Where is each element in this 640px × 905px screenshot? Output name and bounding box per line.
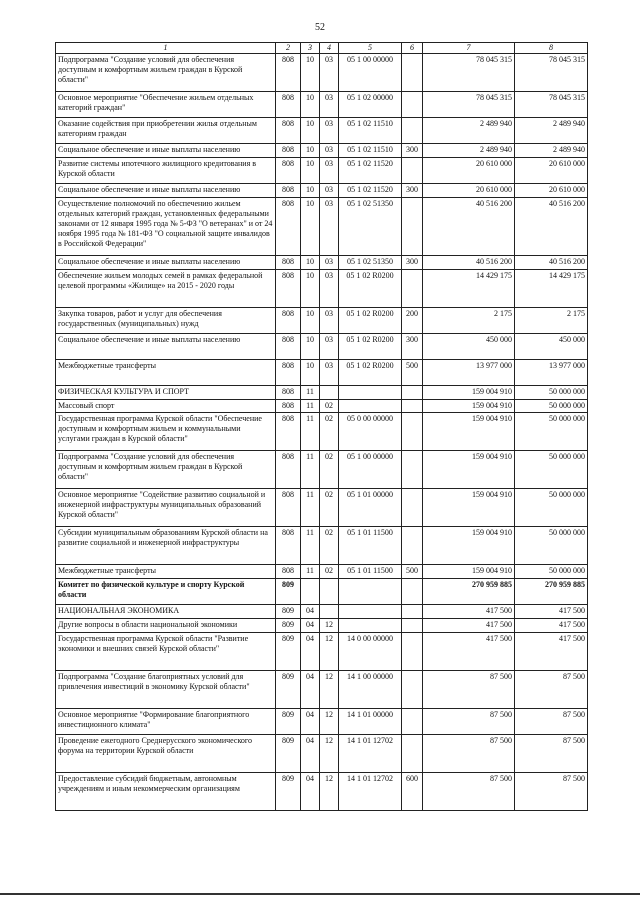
cell-subsection: 03	[320, 118, 339, 144]
header-cell: 6	[402, 43, 423, 54]
table-row	[56, 605, 588, 619]
table-row	[56, 671, 588, 709]
header-cell: 2	[276, 43, 301, 54]
cell-subsection: 03	[320, 184, 339, 198]
cell-section: 10	[301, 198, 320, 256]
table-row	[56, 54, 588, 92]
cell-subsection: 02	[320, 400, 339, 413]
header-cell: 8	[515, 43, 588, 54]
cell-amount-year2: 87 500	[515, 709, 588, 735]
cell-expense-type	[402, 92, 423, 118]
cell-amount-year2: 20 610 000	[515, 158, 588, 184]
cell-ministry-code: 809	[276, 671, 301, 709]
cell-amount-year2: 417 500	[515, 633, 588, 671]
cell-ministry-code: 808	[276, 565, 301, 579]
cell-amount-year1: 417 500	[423, 605, 515, 619]
cell-ministry-code: 808	[276, 386, 301, 400]
table-row	[56, 400, 588, 413]
cell-amount-year2: 87 500	[515, 773, 588, 811]
cell-subsection: 02	[320, 565, 339, 579]
header-cell: 1	[56, 43, 276, 54]
cell-amount-year1: 159 004 910	[423, 386, 515, 400]
cell-section: 04	[301, 633, 320, 671]
cell-amount-year2: 78 045 315	[515, 54, 588, 92]
cell-name: Осуществление полномочий по обеспечению жильем отдельных категорий граждан, установленных федеральными законами от 12 января 1995 года № 5-ФЗ "О ветеранах" и от 24 ноября 1995 года № 181-ФЗ "О социальной защите инвалидов в Российской Федерации"	[56, 198, 276, 256]
cell-target-article: 05 1 02 11520	[339, 184, 402, 198]
table-row	[56, 735, 588, 773]
cell-section: 10	[301, 334, 320, 360]
cell-name: Закупка товаров, работ и услуг для обеспечения государственных (муниципальных) нужд	[56, 308, 276, 334]
cell-subsection: 12	[320, 633, 339, 671]
cell-target-article: 05 1 02 R0200	[339, 334, 402, 360]
cell-amount-year1: 2 489 940	[423, 144, 515, 158]
cell-target-article: 05 1 02 51350	[339, 198, 402, 256]
cell-target-article: 05 1 02 00000	[339, 92, 402, 118]
cell-amount-year2: 87 500	[515, 735, 588, 773]
cell-target-article	[339, 386, 402, 400]
cell-ministry-code: 809	[276, 605, 301, 619]
header-cell: 7	[423, 43, 515, 54]
cell-amount-year1: 87 500	[423, 735, 515, 773]
cell-ministry-code: 808	[276, 527, 301, 565]
cell-name: Проведение ежегодного Среднерусского экономического форума на территории Курской области	[56, 735, 276, 773]
cell-section: 10	[301, 144, 320, 158]
cell-expense-type: 300	[402, 144, 423, 158]
cell-amount-year1: 87 500	[423, 671, 515, 709]
budget-table	[55, 42, 588, 811]
table-row	[56, 451, 588, 489]
cell-amount-year2: 2 175	[515, 308, 588, 334]
cell-target-article: 14 1 00 00000	[339, 671, 402, 709]
cell-amount-year2: 2 489 940	[515, 118, 588, 144]
cell-section: 11	[301, 386, 320, 400]
cell-name: Обеспечение жильем молодых семей в рамках федеральной целевой программы «Жилище» на 2015 - 2020 годы	[56, 270, 276, 308]
cell-subsection: 03	[320, 308, 339, 334]
cell-expense-type	[402, 158, 423, 184]
cell-target-article: 14 1 01 12702	[339, 773, 402, 811]
cell-expense-type	[402, 386, 423, 400]
cell-subsection: 03	[320, 198, 339, 256]
cell-target-article: 05 1 02 11520	[339, 158, 402, 184]
cell-subsection: 03	[320, 334, 339, 360]
cell-target-article: 05 1 00 00000	[339, 451, 402, 489]
cell-ministry-code: 808	[276, 489, 301, 527]
cell-amount-year2: 50 000 000	[515, 386, 588, 400]
cell-section: 11	[301, 413, 320, 451]
cell-amount-year1: 450 000	[423, 334, 515, 360]
cell-name: Оказание содействия при приобретении жилья отдельным категориям граждан	[56, 118, 276, 144]
cell-amount-year2: 50 000 000	[515, 400, 588, 413]
cell-expense-type	[402, 579, 423, 605]
table-row	[56, 270, 588, 308]
cell-section: 04	[301, 605, 320, 619]
cell-section: 10	[301, 118, 320, 144]
cell-section: 10	[301, 308, 320, 334]
cell-name: Основное мероприятие "Содействие развитию социальной и инженерной инфраструктуры муниципальных образований Курской области"	[56, 489, 276, 527]
cell-ministry-code: 808	[276, 334, 301, 360]
cell-expense-type	[402, 671, 423, 709]
cell-target-article: 05 1 01 00000	[339, 489, 402, 527]
table-row	[56, 489, 588, 527]
cell-name: Развитие системы ипотечного жилищного кредитования в Курской области	[56, 158, 276, 184]
cell-expense-type: 300	[402, 184, 423, 198]
cell-amount-year1: 40 516 200	[423, 198, 515, 256]
cell-amount-year2: 50 000 000	[515, 489, 588, 527]
cell-amount-year1: 2 489 940	[423, 118, 515, 144]
cell-expense-type	[402, 413, 423, 451]
cell-ministry-code: 808	[276, 92, 301, 118]
header-cell: 4	[320, 43, 339, 54]
cell-amount-year1: 87 500	[423, 773, 515, 811]
cell-section: 04	[301, 735, 320, 773]
cell-ministry-code: 809	[276, 735, 301, 773]
cell-subsection: 12	[320, 671, 339, 709]
cell-expense-type: 300	[402, 334, 423, 360]
cell-amount-year1: 20 610 000	[423, 184, 515, 198]
cell-expense-type	[402, 619, 423, 633]
table-row	[56, 118, 588, 144]
cell-target-article: 14 0 00 00000	[339, 633, 402, 671]
table-row	[56, 256, 588, 270]
table-row	[56, 158, 588, 184]
header-row	[56, 43, 588, 54]
cell-ministry-code: 808	[276, 256, 301, 270]
cell-subsection: 03	[320, 158, 339, 184]
cell-section: 04	[301, 709, 320, 735]
cell-subsection: 03	[320, 92, 339, 118]
cell-target-article	[339, 605, 402, 619]
cell-ministry-code: 809	[276, 619, 301, 633]
cell-amount-year1: 159 004 910	[423, 413, 515, 451]
cell-section: 10	[301, 158, 320, 184]
cell-expense-type	[402, 198, 423, 256]
cell-subsection: 03	[320, 360, 339, 386]
cell-ministry-code: 808	[276, 184, 301, 198]
cell-amount-year1: 40 516 200	[423, 256, 515, 270]
cell-name: Государственная программа Курской области "Развитие экономики и внешних связей Курской области"	[56, 633, 276, 671]
table-row	[56, 527, 588, 565]
cell-section: 11	[301, 527, 320, 565]
cell-name: ФИЗИЧЕСКАЯ КУЛЬТУРА И СПОРТ	[56, 386, 276, 400]
cell-target-article	[339, 619, 402, 633]
cell-subsection: 12	[320, 619, 339, 633]
table-row	[56, 198, 588, 256]
cell-amount-year1: 159 004 910	[423, 565, 515, 579]
cell-ministry-code: 808	[276, 308, 301, 334]
cell-amount-year2: 87 500	[515, 671, 588, 709]
cell-amount-year1: 78 045 315	[423, 92, 515, 118]
cell-ministry-code: 808	[276, 118, 301, 144]
cell-ministry-code: 808	[276, 413, 301, 451]
cell-amount-year1: 159 004 910	[423, 400, 515, 413]
cell-name: Комитет по физической культуре и спорту Курской области	[56, 579, 276, 605]
cell-expense-type	[402, 527, 423, 565]
cell-target-article: 05 1 02 R0200	[339, 270, 402, 308]
cell-section: 10	[301, 54, 320, 92]
cell-target-article: 05 1 01 11500	[339, 565, 402, 579]
cell-subsection: 03	[320, 144, 339, 158]
cell-section: 04	[301, 671, 320, 709]
cell-section: 10	[301, 256, 320, 270]
cell-section: 11	[301, 400, 320, 413]
cell-name: Социальное обеспечение и иные выплаты населению	[56, 144, 276, 158]
cell-ministry-code: 808	[276, 158, 301, 184]
cell-subsection: 12	[320, 735, 339, 773]
page-number: 52	[315, 22, 325, 33]
cell-expense-type	[402, 709, 423, 735]
cell-amount-year1: 78 045 315	[423, 54, 515, 92]
cell-section: 10	[301, 92, 320, 118]
cell-ministry-code: 808	[276, 198, 301, 256]
page-bottom-rule	[0, 893, 640, 895]
cell-ministry-code: 808	[276, 270, 301, 308]
cell-amount-year2: 40 516 200	[515, 198, 588, 256]
cell-amount-year2: 50 000 000	[515, 527, 588, 565]
cell-section: 10	[301, 360, 320, 386]
cell-amount-year1: 417 500	[423, 619, 515, 633]
cell-amount-year2: 14 429 175	[515, 270, 588, 308]
cell-amount-year2: 270 959 885	[515, 579, 588, 605]
cell-name: Основное мероприятие "Формирование благоприятного инвестиционного климата"	[56, 709, 276, 735]
cell-target-article: 05 1 02 51350	[339, 256, 402, 270]
cell-target-article: 14 1 01 12702	[339, 735, 402, 773]
cell-subsection: 12	[320, 773, 339, 811]
cell-subsection: 12	[320, 709, 339, 735]
cell-name: Другие вопросы в области национальной экономики	[56, 619, 276, 633]
cell-expense-type: 500	[402, 360, 423, 386]
cell-subsection: 03	[320, 256, 339, 270]
cell-section: 04	[301, 773, 320, 811]
cell-target-article: 05 1 01 11500	[339, 527, 402, 565]
table-row	[56, 565, 588, 579]
table-row	[56, 386, 588, 400]
table-row	[56, 579, 588, 605]
cell-ministry-code: 808	[276, 451, 301, 489]
cell-amount-year1: 270 959 885	[423, 579, 515, 605]
cell-name: Межбюджетные трансферты	[56, 565, 276, 579]
cell-name: Предоставление субсидий бюджетным, автономным учреждениям и иным некоммерческим организациям	[56, 773, 276, 811]
cell-name: Основное мероприятие "Обеспечение жильем отдельных категорий граждан"	[56, 92, 276, 118]
cell-amount-year2: 78 045 315	[515, 92, 588, 118]
cell-amount-year1: 159 004 910	[423, 527, 515, 565]
cell-ministry-code: 808	[276, 54, 301, 92]
cell-section: 11	[301, 565, 320, 579]
cell-target-article: 05 1 02 11510	[339, 144, 402, 158]
cell-target-article: 05 1 02 R0200	[339, 308, 402, 334]
cell-expense-type	[402, 633, 423, 671]
cell-amount-year1: 20 610 000	[423, 158, 515, 184]
cell-amount-year2: 417 500	[515, 619, 588, 633]
cell-amount-year2: 50 000 000	[515, 451, 588, 489]
cell-target-article: 05 1 02 11510	[339, 118, 402, 144]
cell-section: 10	[301, 184, 320, 198]
cell-expense-type: 200	[402, 308, 423, 334]
cell-amount-year2: 50 000 000	[515, 565, 588, 579]
cell-subsection	[320, 579, 339, 605]
table-row	[56, 709, 588, 735]
cell-expense-type	[402, 735, 423, 773]
cell-expense-type	[402, 400, 423, 413]
cell-name: Социальное обеспечение и иные выплаты населению	[56, 184, 276, 198]
cell-ministry-code: 809	[276, 633, 301, 671]
header-cell: 3	[301, 43, 320, 54]
cell-subsection: 02	[320, 527, 339, 565]
cell-section: 11	[301, 489, 320, 527]
table-row	[56, 184, 588, 198]
cell-expense-type: 600	[402, 773, 423, 811]
cell-target-article: 14 1 01 00000	[339, 709, 402, 735]
table-row	[56, 308, 588, 334]
cell-amount-year1: 87 500	[423, 709, 515, 735]
cell-expense-type	[402, 605, 423, 619]
cell-amount-year1: 13 977 000	[423, 360, 515, 386]
cell-amount-year2: 40 516 200	[515, 256, 588, 270]
cell-subsection: 03	[320, 270, 339, 308]
cell-subsection	[320, 605, 339, 619]
cell-amount-year1: 2 175	[423, 308, 515, 334]
table-row	[56, 334, 588, 360]
cell-target-article: 05 0 00 00000	[339, 413, 402, 451]
cell-section: 10	[301, 270, 320, 308]
cell-target-article: 05 1 02 R0200	[339, 360, 402, 386]
cell-ministry-code: 809	[276, 579, 301, 605]
cell-expense-type	[402, 451, 423, 489]
cell-ministry-code: 808	[276, 400, 301, 413]
cell-name: Субсидии муниципальным образованиям Курской области на развитие социальной и инженерной инфраструктуры	[56, 527, 276, 565]
header-cell: 5	[339, 43, 402, 54]
cell-expense-type: 500	[402, 565, 423, 579]
cell-expense-type	[402, 118, 423, 144]
table-row	[56, 619, 588, 633]
cell-section: 11	[301, 451, 320, 489]
cell-subsection: 02	[320, 489, 339, 527]
cell-section	[301, 579, 320, 605]
cell-name: Межбюджетные трансферты	[56, 360, 276, 386]
cell-name: Социальное обеспечение и иные выплаты населению	[56, 334, 276, 360]
cell-subsection: 02	[320, 413, 339, 451]
table-row	[56, 633, 588, 671]
cell-amount-year2: 13 977 000	[515, 360, 588, 386]
cell-expense-type	[402, 54, 423, 92]
cell-name: Подпрограмма "Создание условий для обеспечения доступным и комфортным жильем граждан в Курской области"	[56, 451, 276, 489]
cell-expense-type	[402, 270, 423, 308]
cell-ministry-code: 809	[276, 773, 301, 811]
cell-amount-year2: 20 610 000	[515, 184, 588, 198]
table-row	[56, 773, 588, 811]
table-row	[56, 413, 588, 451]
cell-target-article	[339, 579, 402, 605]
cell-amount-year2: 450 000	[515, 334, 588, 360]
cell-name: НАЦИОНАЛЬНАЯ ЭКОНОМИКА	[56, 605, 276, 619]
cell-ministry-code: 808	[276, 360, 301, 386]
cell-target-article: 05 1 00 00000	[339, 54, 402, 92]
cell-amount-year1: 14 429 175	[423, 270, 515, 308]
table-row	[56, 92, 588, 118]
cell-section: 04	[301, 619, 320, 633]
table-row	[56, 360, 588, 386]
cell-name: Социальное обеспечение и иные выплаты населению	[56, 256, 276, 270]
cell-amount-year2: 2 489 940	[515, 144, 588, 158]
cell-ministry-code: 808	[276, 144, 301, 158]
cell-amount-year1: 159 004 910	[423, 489, 515, 527]
cell-name: Подпрограмма "Создание благоприятных условий для привлечения инвестиций в экономику Курской области"	[56, 671, 276, 709]
cell-amount-year2: 50 000 000	[515, 413, 588, 451]
cell-target-article	[339, 400, 402, 413]
cell-name: Подпрограмма "Создание условий для обеспечения доступным и комфортным жильем граждан в Курской области"	[56, 54, 276, 92]
table-row	[56, 144, 588, 158]
cell-expense-type: 300	[402, 256, 423, 270]
cell-amount-year1: 159 004 910	[423, 451, 515, 489]
cell-expense-type	[402, 489, 423, 527]
cell-name: Массовый спорт	[56, 400, 276, 413]
cell-subsection: 02	[320, 451, 339, 489]
cell-subsection: 03	[320, 54, 339, 92]
cell-ministry-code: 809	[276, 709, 301, 735]
cell-subsection	[320, 386, 339, 400]
cell-name: Государственная программа Курской области "Обеспечение доступным и комфортным жильем и коммунальными услугами граждан в Курской области"	[56, 413, 276, 451]
cell-amount-year2: 417 500	[515, 605, 588, 619]
cell-amount-year1: 417 500	[423, 633, 515, 671]
